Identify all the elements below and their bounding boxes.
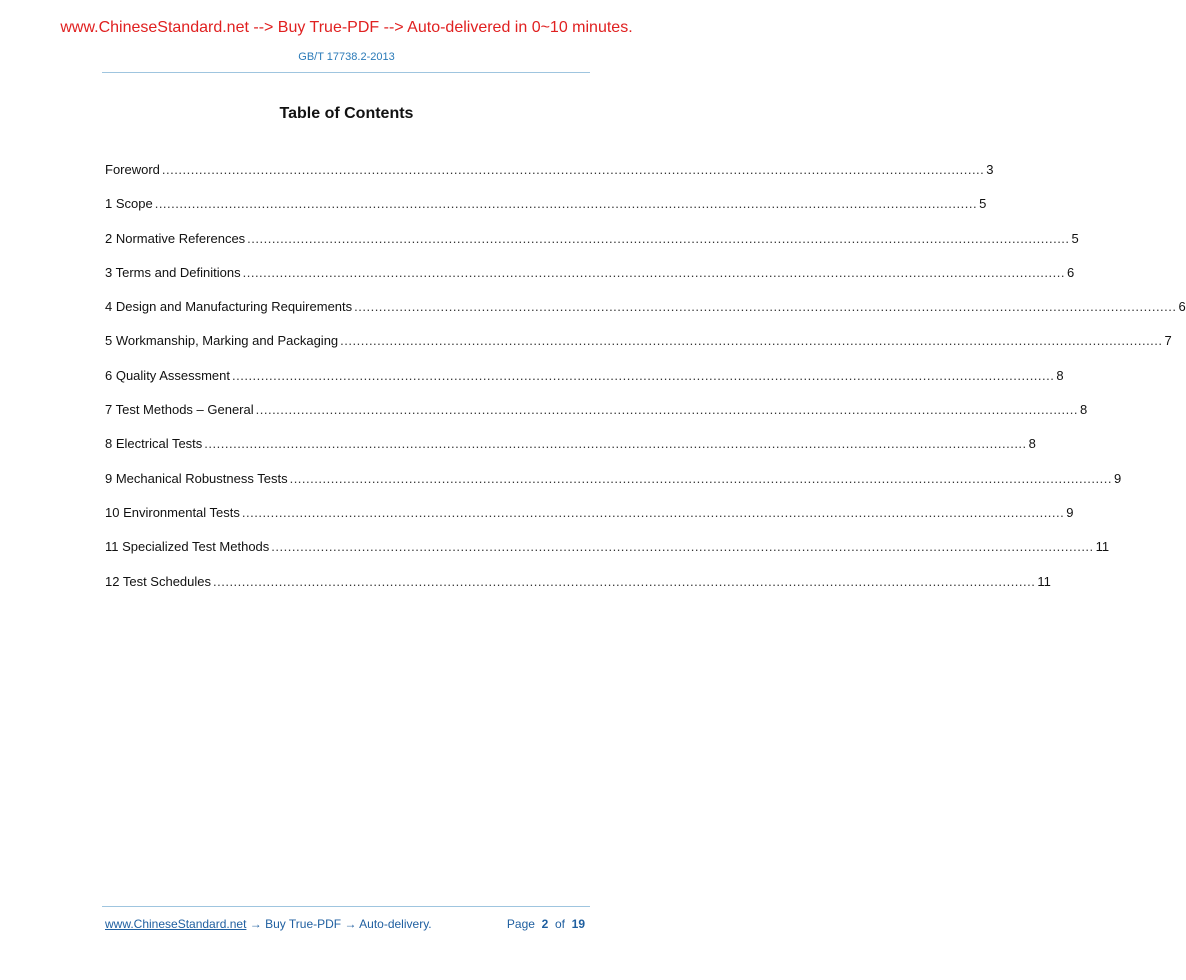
toc-entry[interactable] <box>105 504 1074 539</box>
header-divider <box>102 72 590 73</box>
toc-dot-leader: ........................................................................................................................................................................................................ <box>271 539 1094 555</box>
toc-entry-page: 7 <box>1164 333 1172 349</box>
toc-dot-leader: ........................................................................................................................................................................................................ <box>255 402 1078 418</box>
toc-entry-page: 9 <box>1066 504 1074 520</box>
toc-entry-label: 2 Normative References <box>105 230 246 246</box>
toc-entry-label: 1 Scope <box>105 196 153 212</box>
toc-entry[interactable] <box>105 333 1172 367</box>
toc-entry[interactable] <box>105 230 1079 265</box>
toc-entry[interactable] <box>105 299 1186 333</box>
arrow-right-icon: → <box>249 917 262 931</box>
toc-entry-label: 8 Electrical Tests <box>105 436 203 452</box>
toc-dot-leader: ........................................................................................................................................................................................................ <box>242 264 1065 280</box>
toc-entry-page: 5 <box>1071 230 1079 246</box>
toc-entry-label: 12 Test Schedules <box>105 573 211 589</box>
toc-entry[interactable] <box>105 367 1064 402</box>
toc-entry-label: 6 Quality Assessment <box>105 367 230 383</box>
toc-entry-label: Foreword <box>105 162 160 177</box>
toc-entry-label: 10 Environmental Tests <box>105 504 240 520</box>
toc-dot-leader: ........................................................................................................................................................................................................ <box>247 230 1070 246</box>
toc-dot-leader: ........................................................................................................................................................................................................ <box>241 504 1065 520</box>
toc-title: Table of Contents <box>279 105 414 122</box>
toc-entry-page: 9 <box>1113 470 1122 486</box>
page-word: Page <box>506 917 535 931</box>
toc-entry[interactable] <box>105 162 994 196</box>
toc-entry-label: 4 Design and Manufacturing Requirements <box>105 299 353 315</box>
toc-dot-leader: ........................................................................................................................................................................................................ <box>232 367 1055 383</box>
toc-entry-page: 5 <box>979 196 987 212</box>
toc-entry[interactable] <box>105 196 987 230</box>
toc-dot-leader: ........................................................................................................................................................................................................ <box>289 470 1112 486</box>
toc-dot-leader: ........................................................................................................................................................................................................ <box>204 436 1027 452</box>
toc-dot-leader: ........................................................................................................................................................................................................ <box>154 196 978 212</box>
toc-entry-label: 7 Test Methods – General <box>105 402 254 418</box>
toc-entry-page: 8 <box>1080 402 1088 418</box>
promo-banner[interactable]: www.ChineseStandard.net --> Buy True-PDF --> Auto-delivered in 0~10 minutes. <box>60 19 633 36</box>
toc-entry[interactable] <box>105 402 1088 436</box>
footer-promo <box>105 916 432 932</box>
toc-dot-leader: ........................................................................................................................................................................................................ <box>354 299 1177 315</box>
arrow-right-icon: → <box>344 917 357 931</box>
page-indicator <box>507 916 585 932</box>
toc-entry[interactable] <box>105 264 1075 299</box>
footer-divider <box>102 906 590 907</box>
toc-entry[interactable] <box>105 470 1122 505</box>
toc-entry-page: 6 <box>1178 299 1186 315</box>
toc-entry-page: 11 <box>1095 539 1110 555</box>
toc-entry[interactable] <box>105 573 1051 608</box>
toc-entry-label: 11 Specialized Test Methods <box>105 539 270 555</box>
document-code: GB/T 17738.2-2013 <box>298 51 395 63</box>
toc-entry-label: 5 Workmanship, Marking and Packaging <box>105 333 339 349</box>
footer-buy-text: Buy True-PDF <box>265 917 342 931</box>
toc-entry-page: 11 <box>1037 573 1051 589</box>
toc-entry[interactable] <box>105 436 1036 470</box>
footer-delivery-text: Auto-delivery. <box>359 917 432 931</box>
footer-website-link[interactable]: www.ChineseStandard.net <box>105 917 247 931</box>
toc-dot-leader: ........................................................................................................................................................................................................ <box>340 333 1163 349</box>
page-total: 19 <box>571 917 585 931</box>
of-word: of <box>554 917 565 931</box>
toc-entry[interactable] <box>105 539 1110 573</box>
toc-dot-leader: ........................................................................................................................................................................................................ <box>213 573 1036 589</box>
page-current: 2 <box>541 917 549 931</box>
toc-entry-label: 9 Mechanical Robustness Tests <box>105 470 288 486</box>
toc-entry-label: 3 Terms and Definitions <box>105 264 241 280</box>
toc-entry-page: 3 <box>986 162 994 177</box>
table-of-contents <box>105 162 1186 608</box>
toc-entry-page: 8 <box>1028 436 1036 452</box>
toc-entry-page: 8 <box>1056 367 1064 383</box>
toc-entry-page: 6 <box>1066 264 1075 280</box>
toc-dot-leader: ........................................................................................................................................................................................................ <box>161 162 985 177</box>
